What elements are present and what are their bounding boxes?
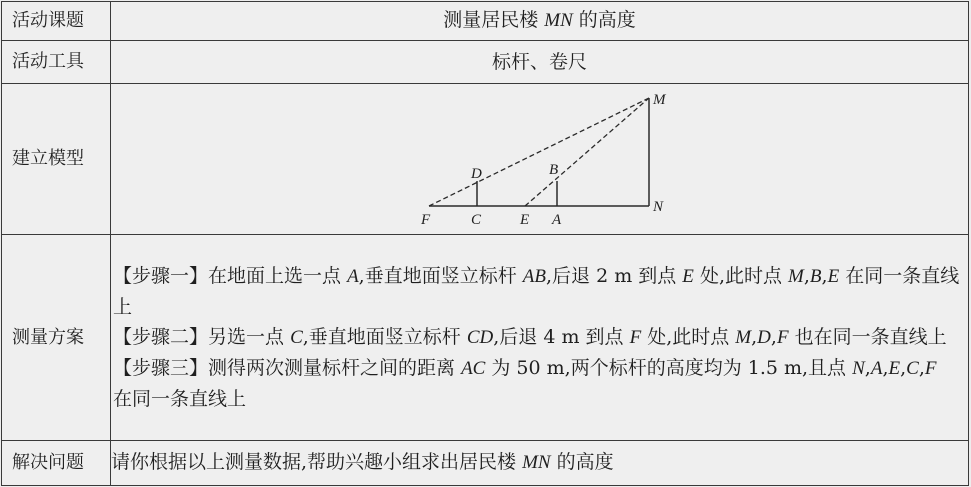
step3-text: , [864, 357, 871, 379]
step2-text: 也在同一条直线上 [788, 326, 947, 348]
point-label-e: E [520, 212, 530, 228]
solve-text [111, 441, 969, 486]
point-label-f: F [421, 212, 431, 228]
step2-text: 处,此时点 [641, 326, 736, 348]
step1-var: B [809, 266, 822, 287]
step2-text: ,垂直地面竖立标杆 [302, 326, 467, 348]
step3-text: , [882, 357, 889, 379]
step1-text: , [821, 265, 828, 287]
point-label-b: B [549, 162, 559, 178]
row-model [2, 84, 969, 235]
step1-text: 在同一条直线上 [113, 265, 960, 318]
tools-label: 活动工具 [2, 41, 111, 84]
step3-text: 测得两次测量标杆之间的距离 [208, 357, 462, 379]
step3-text: , [900, 357, 907, 379]
step1-text: 在地面上选一点 [208, 265, 348, 287]
topic-suffix: 的高度 [572, 9, 636, 32]
solve-var: MN [522, 452, 551, 474]
plan-step-3 [113, 353, 960, 414]
step2-text: , [770, 326, 777, 348]
solve-text-1: 请你根据以上测量数据,帮助兴趣小组求出居民楼 [111, 451, 523, 474]
step1-var: M [788, 266, 804, 287]
topic-value [111, 2, 969, 41]
step2-var: D [757, 327, 771, 348]
plan-step-1 [113, 261, 960, 322]
step3-var: N [852, 358, 865, 379]
step1-text: , [803, 265, 810, 287]
row-tools [2, 41, 969, 84]
plan-cell [111, 235, 969, 441]
step1-text: 处,此时点 [693, 265, 789, 287]
sightline-em [525, 98, 649, 206]
row-plan [2, 235, 969, 441]
step1-text: ,垂直地面竖立标杆 [358, 265, 523, 287]
step1-var: A [347, 266, 359, 287]
step1-head: 【步骤一】 [113, 265, 209, 287]
step2-var: M [735, 327, 752, 348]
point-label-m: M [653, 92, 666, 108]
step1-text: ,后退 2 m 到点 [545, 265, 683, 287]
row-topic [2, 2, 969, 41]
activity-table [1, 1, 969, 486]
step3-var: F [924, 358, 937, 379]
step2-var: C [290, 327, 303, 348]
step2-text: , [751, 326, 758, 348]
point-label-a: A [552, 212, 562, 228]
step1-var: AB [522, 266, 546, 287]
step3-text: , [918, 357, 925, 379]
step1-var: E [682, 266, 694, 287]
step3-text: 为 50 m,两个标杆的高度均为 1.5 m,且点 [485, 357, 853, 379]
step2-var: F [776, 327, 789, 348]
row-solve [2, 441, 969, 486]
point-label-d: D [471, 166, 482, 182]
step3-head: 【步骤三】 [113, 357, 209, 379]
solve-text-2: 的高度 [550, 451, 614, 474]
model-cell [111, 84, 969, 235]
point-label-n: N [653, 199, 664, 215]
step2-text: ,后退 4 m 到点 [493, 326, 630, 348]
step3-var: AC [461, 358, 486, 379]
solve-label: 解决问题 [2, 441, 111, 486]
topic-prefix: 测量居民楼 [443, 9, 545, 32]
model-label: 建立模型 [2, 84, 111, 235]
step1-var: E [827, 266, 840, 287]
step3-text: 在同一条直线上 [113, 388, 247, 410]
step2-text: 另选一点 [208, 326, 291, 348]
topic-var: MN [544, 10, 573, 32]
sightline-fm [429, 98, 649, 206]
step2-var: CD [466, 327, 494, 348]
plan-step-2 [113, 322, 960, 353]
point-label-c: C [471, 212, 482, 228]
topic-label: 活动课题 [2, 2, 111, 41]
plan-body [111, 257, 968, 418]
step3-var: A [870, 358, 883, 379]
tools-value: 标杆、卷尺 [111, 41, 969, 84]
plan-label: 测量方案 [2, 235, 111, 441]
step2-var: F [629, 327, 642, 348]
step3-var: E [888, 358, 901, 379]
step3-var: C [906, 358, 919, 379]
step2-head: 【步骤二】 [113, 326, 209, 348]
model-diagram [111, 84, 971, 234]
